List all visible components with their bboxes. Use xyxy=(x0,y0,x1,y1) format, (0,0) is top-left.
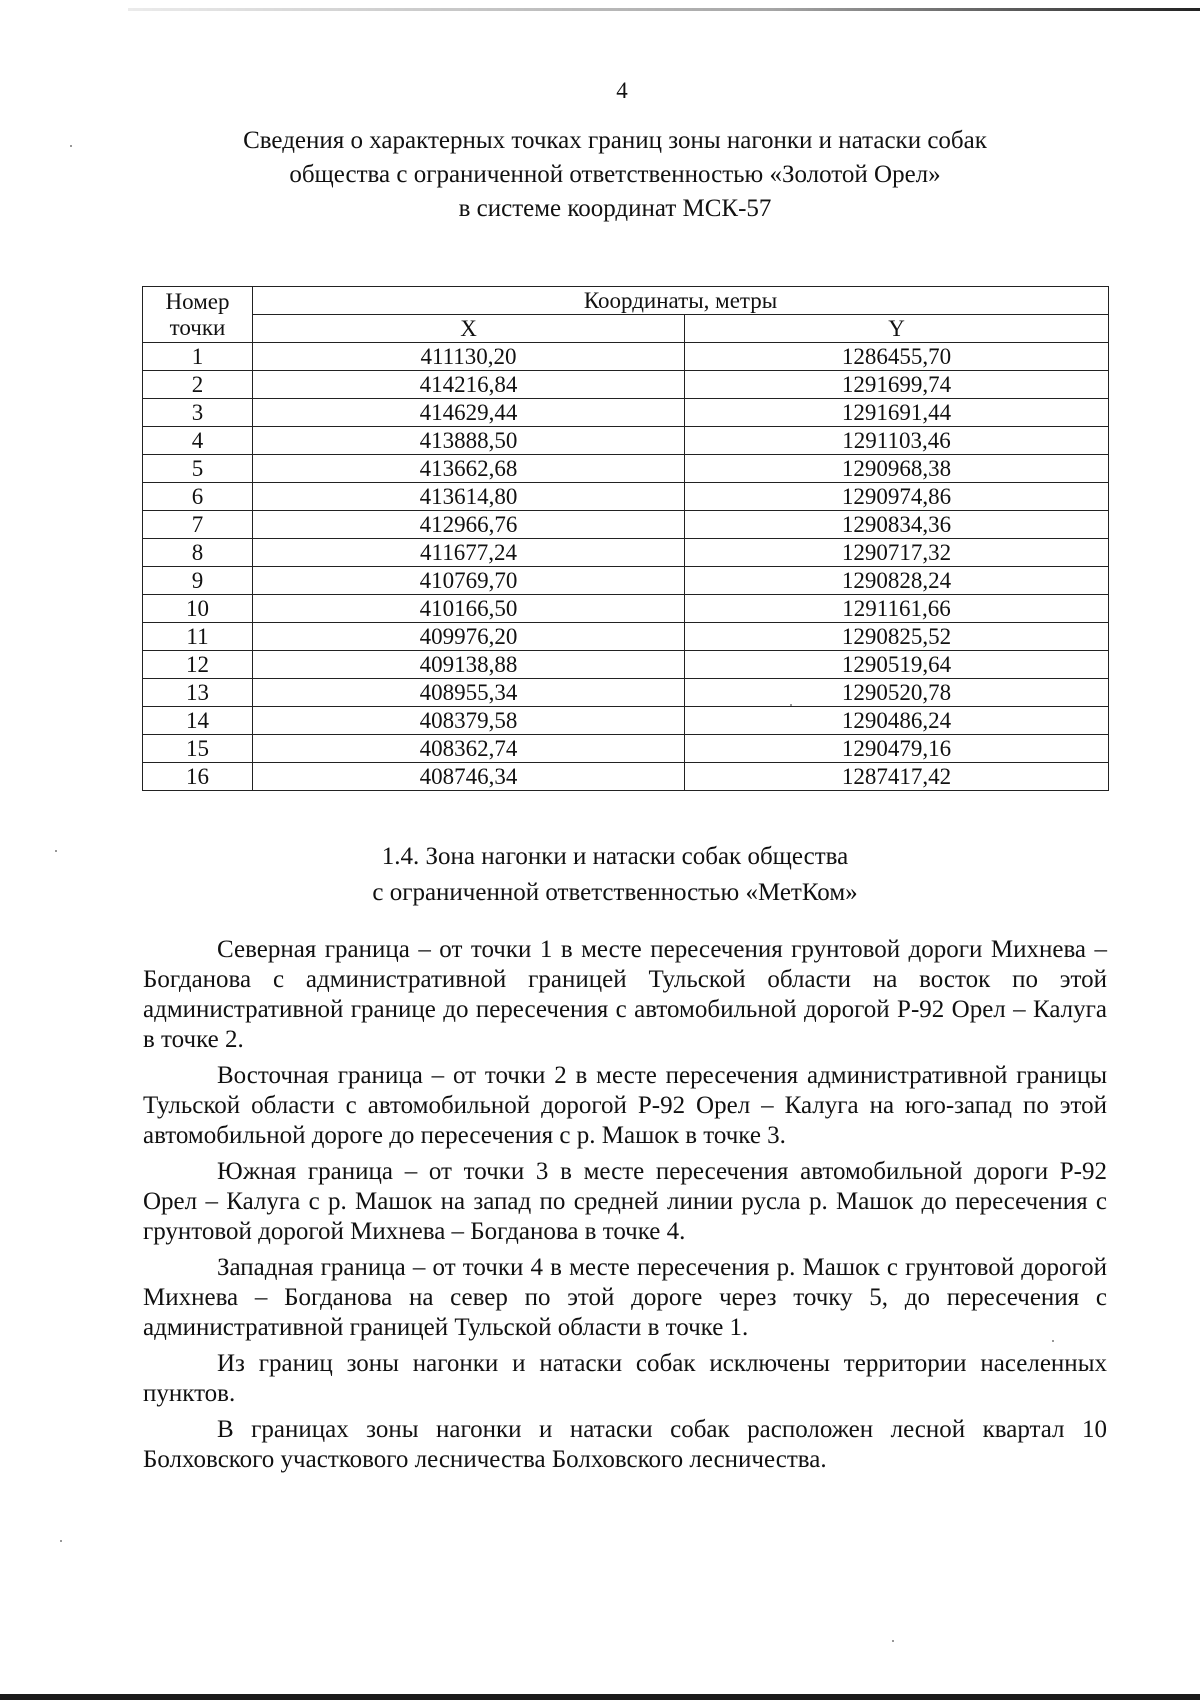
point-number-cell: 8 xyxy=(143,539,253,567)
scan-speck xyxy=(892,1640,894,1642)
table-row xyxy=(143,567,1109,595)
y-coordinate-cell: 1290479,16 xyxy=(685,735,1109,763)
heading-line-1: Сведения о характерных точках границ зоны нагонки и натаски собак xyxy=(243,127,987,154)
paragraph-forest-quarter: В границах зоны нагонки и натаски собак расположен лесной квартал 10 Болховского участкового лесничества Болховского лесничества. xyxy=(143,1416,1107,1473)
table-row xyxy=(143,427,1109,455)
scan-edge-top xyxy=(128,8,1200,11)
section-body xyxy=(143,935,1107,1481)
section-title-line-2: с ограниченной ответственностью «МетКом» xyxy=(372,879,858,906)
point-number-cell: 11 xyxy=(143,623,253,651)
scan-speck xyxy=(55,850,57,852)
table-body xyxy=(143,343,1109,791)
table-row xyxy=(143,735,1109,763)
y-coordinate-cell: 1290968,38 xyxy=(685,455,1109,483)
point-number-cell: 2 xyxy=(143,371,253,399)
y-coordinate-cell: 1291699,74 xyxy=(685,371,1109,399)
header-x: X xyxy=(253,315,685,343)
table-row xyxy=(143,763,1109,791)
point-number-cell: 7 xyxy=(143,511,253,539)
x-coordinate-cell: 413662,68 xyxy=(253,455,685,483)
y-coordinate-cell: 1291691,44 xyxy=(685,399,1109,427)
x-coordinate-cell: 414216,84 xyxy=(253,371,685,399)
heading-line-2: общества с ограниченной ответственностью «Золотой Орел» xyxy=(289,161,941,188)
paragraph-south-border: Южная граница – от точки 3 в месте пересечения автомобильной дороги Р-92 Орел – Калуга с р. Машок на запад по средней линии русла р. Машок до пересечения с грунтовой дорогой Михнева – Богданова в точке 4. xyxy=(143,1158,1107,1245)
y-coordinate-cell: 1287417,42 xyxy=(685,763,1109,791)
paragraph-west-border: Западная граница – от точки 4 в месте пересечения р. Машок с грунтовой дорогой Михнева – Богданова на север по этой дороге через точку 5, до пересечения с административной границей Тульской области в точке 1. xyxy=(143,1254,1107,1341)
table-row xyxy=(143,511,1109,539)
x-coordinate-cell: 414629,44 xyxy=(253,399,685,427)
x-coordinate-cell: 412966,76 xyxy=(253,511,685,539)
table-heading xyxy=(150,124,1080,226)
y-coordinate-cell: 1290520,78 xyxy=(685,679,1109,707)
y-coordinate-cell: 1290834,36 xyxy=(685,511,1109,539)
scan-speck xyxy=(70,145,72,147)
header-number-line-1: Номер xyxy=(165,288,230,314)
x-coordinate-cell: 410166,50 xyxy=(253,595,685,623)
table-row xyxy=(143,623,1109,651)
table-row xyxy=(143,595,1109,623)
y-coordinate-cell: 1291103,46 xyxy=(685,427,1109,455)
table-row xyxy=(143,539,1109,567)
x-coordinate-cell: 411677,24 xyxy=(253,539,685,567)
x-coordinate-cell: 411130,20 xyxy=(253,343,685,371)
point-number-cell: 15 xyxy=(143,735,253,763)
y-coordinate-cell: 1286455,70 xyxy=(685,343,1109,371)
table-row xyxy=(143,651,1109,679)
table-row xyxy=(143,707,1109,735)
section-title xyxy=(150,839,1080,911)
table-subheader-row xyxy=(143,315,1109,343)
point-number-cell: 3 xyxy=(143,399,253,427)
point-number-cell: 5 xyxy=(143,455,253,483)
header-coordinates: Координаты, метры xyxy=(253,287,1109,315)
table-header-row xyxy=(143,287,1109,315)
y-coordinate-cell: 1291161,66 xyxy=(685,595,1109,623)
table-row xyxy=(143,483,1109,511)
x-coordinate-cell: 413614,80 xyxy=(253,483,685,511)
point-number-cell: 6 xyxy=(143,483,253,511)
y-coordinate-cell: 1290717,32 xyxy=(685,539,1109,567)
paragraph-exclusions: Из границ зоны нагонки и натаски собак исключены территории населенных пунктов. xyxy=(143,1350,1107,1407)
table-row xyxy=(143,343,1109,371)
point-number-cell: 14 xyxy=(143,707,253,735)
scan-speck xyxy=(790,704,792,706)
y-coordinate-cell: 1290519,64 xyxy=(685,651,1109,679)
point-number-cell: 10 xyxy=(143,595,253,623)
y-coordinate-cell: 1290974,86 xyxy=(685,483,1109,511)
point-number-cell: 16 xyxy=(143,763,253,791)
y-coordinate-cell: 1290828,24 xyxy=(685,567,1109,595)
x-coordinate-cell: 409138,88 xyxy=(253,651,685,679)
scan-edge-bottom xyxy=(0,1694,1200,1700)
page-number: 4 xyxy=(616,78,628,103)
coordinates-table xyxy=(142,286,1109,791)
table-row xyxy=(143,679,1109,707)
x-coordinate-cell: 413888,50 xyxy=(253,427,685,455)
x-coordinate-cell: 409976,20 xyxy=(253,623,685,651)
header-point-number xyxy=(143,287,253,343)
x-coordinate-cell: 408955,34 xyxy=(253,679,685,707)
table-row xyxy=(143,371,1109,399)
header-y: Y xyxy=(685,315,1109,343)
x-coordinate-cell: 410769,70 xyxy=(253,567,685,595)
scan-speck xyxy=(1052,1340,1054,1342)
x-coordinate-cell: 408379,58 xyxy=(253,707,685,735)
paragraph-east-border: Восточная граница – от точки 2 в месте пересечения административной границы Тульской области с автомобильной дорогой Р-92 Орел – Калуга на юго-запад по этой автомобильной дороге до пересечения с р. Машок в точке 3. xyxy=(143,1062,1107,1149)
y-coordinate-cell: 1290825,52 xyxy=(685,623,1109,651)
header-number-line-2: точки xyxy=(169,314,226,340)
table-row xyxy=(143,399,1109,427)
point-number-cell: 4 xyxy=(143,427,253,455)
point-number-cell: 13 xyxy=(143,679,253,707)
x-coordinate-cell: 408362,74 xyxy=(253,735,685,763)
section-title-line-1: 1.4. Зона нагонки и натаски собак общества xyxy=(381,843,849,870)
heading-line-3: в системе координат МСК-57 xyxy=(458,195,772,222)
x-coordinate-cell: 408746,34 xyxy=(253,763,685,791)
table-row xyxy=(143,455,1109,483)
point-number-cell: 1 xyxy=(143,343,253,371)
y-coordinate-cell: 1290486,24 xyxy=(685,707,1109,735)
point-number-cell: 12 xyxy=(143,651,253,679)
scan-speck xyxy=(60,1540,62,1542)
point-number-cell: 9 xyxy=(143,567,253,595)
paragraph-north-border: Северная граница – от точки 1 в месте пересечения грунтовой дороги Михнева – Богданова с административной границей Тульской области на восток по этой административной границе до пересечения с автомобильной дорогой Р-92 Орел – Калуга в точке 2. xyxy=(143,936,1107,1053)
